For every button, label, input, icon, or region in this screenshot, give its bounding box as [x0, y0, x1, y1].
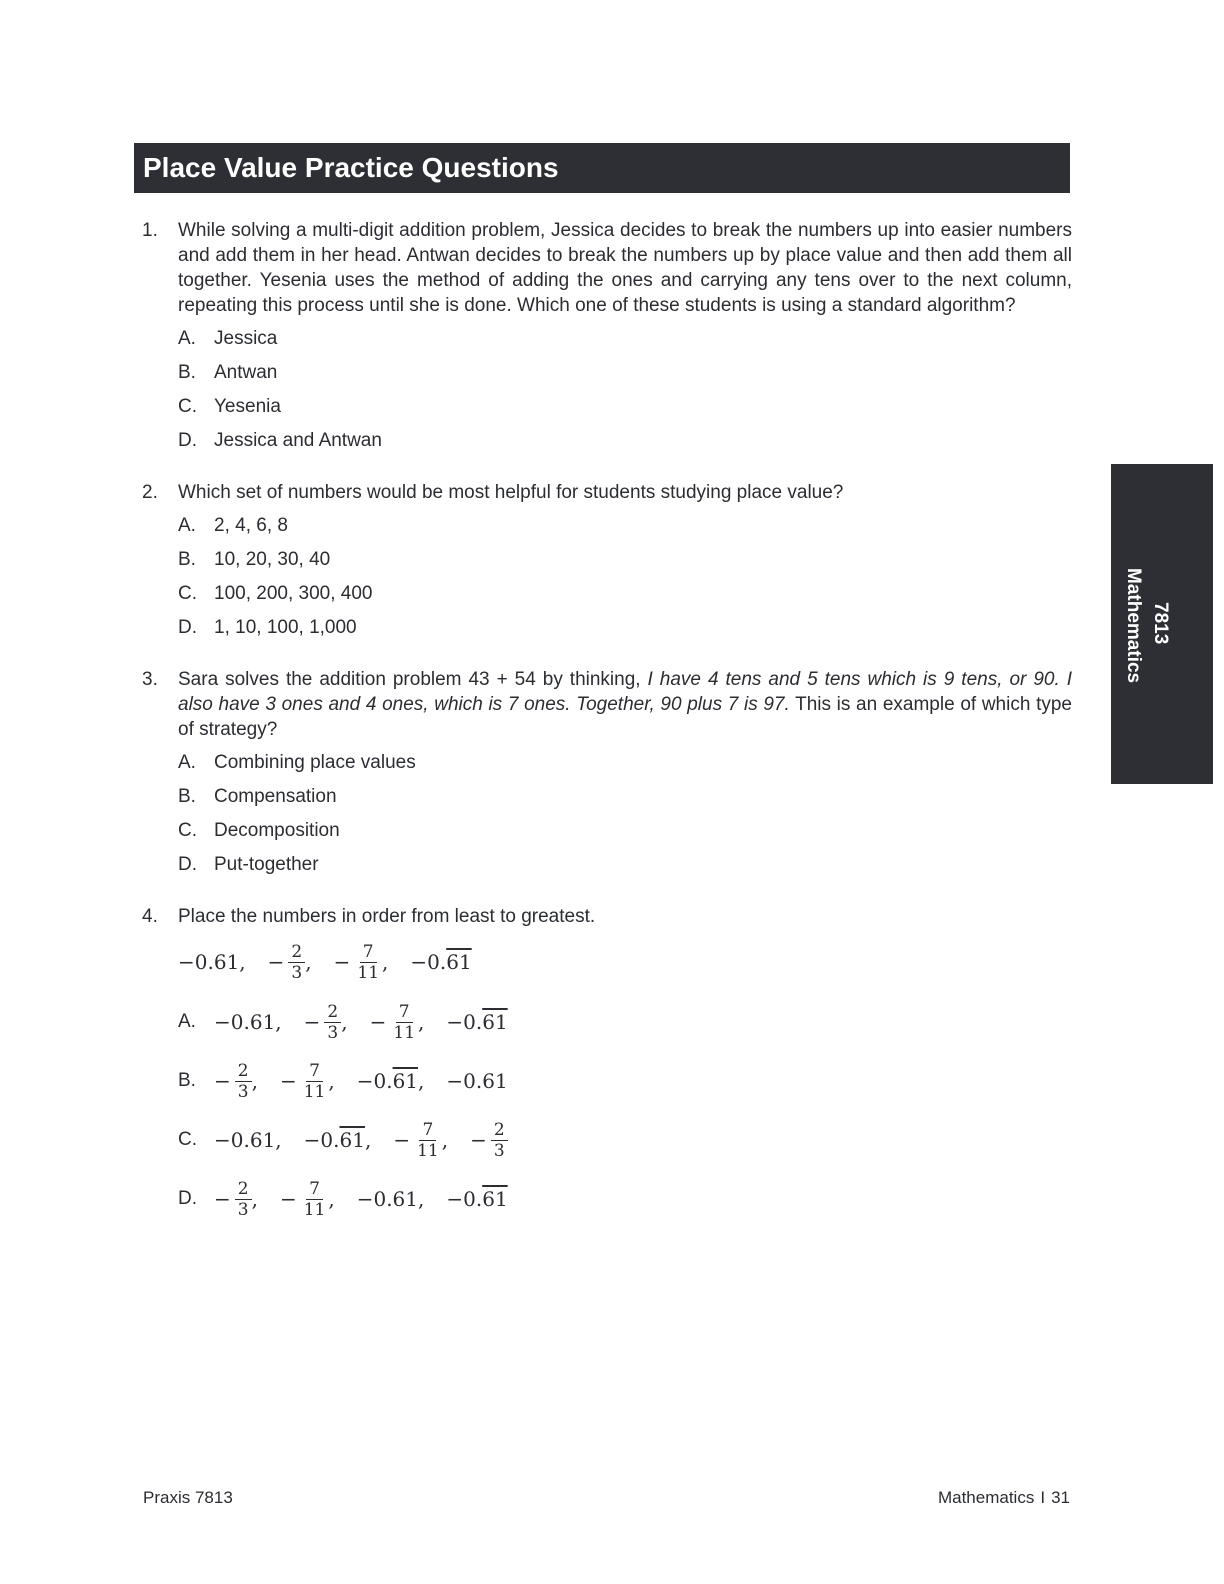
math-fraction: − $\frac{7}{11}$ , — [333, 941, 389, 983]
section-header — [134, 143, 1070, 193]
question-number: 4. — [142, 906, 158, 927]
choice-b — [178, 547, 1072, 572]
side-tab-code: 7813 — [1150, 601, 1171, 645]
math-fraction: − $\frac{7}{11}$ , — [279, 1178, 335, 1220]
choice-d — [178, 1174, 1072, 1224]
choice-c — [178, 1115, 1072, 1165]
choice-a — [178, 326, 1072, 351]
math-repeating-decimal: −0. 61 , — [356, 1069, 425, 1093]
choice-text: 100, 200, 300, 400 — [214, 583, 373, 604]
question-3 — [142, 667, 1072, 877]
math-fraction: − $\frac{2}{3}$ — [470, 1120, 508, 1161]
math-repeating-decimal: −0. 61 — [410, 950, 472, 974]
question-1 — [142, 218, 1072, 453]
choice-b — [178, 784, 1072, 809]
choice-letter: D. — [178, 1188, 197, 1209]
choice-c — [178, 818, 1072, 843]
math-fraction: − $\frac{2}{3}$ , — [214, 1178, 258, 1220]
choice-d — [178, 428, 1072, 453]
page-number: 31 — [1051, 1488, 1070, 1507]
math-fraction: − $\frac{7}{11}$ , — [369, 1001, 425, 1043]
math-decimal: −0.61, — [214, 1128, 282, 1152]
choice-letter: B. — [178, 1070, 196, 1091]
math-repeating-decimal: −0. 61 , — [303, 1128, 372, 1152]
question-text — [178, 667, 1072, 742]
footer-exam-name: Praxis 7813 — [143, 1488, 233, 1507]
choice-letter: B. — [178, 362, 196, 383]
choice-a — [178, 513, 1072, 538]
section-title: Place Value Practice Questions — [143, 152, 559, 183]
choice-text: 2, 4, 6, 8 — [214, 515, 288, 536]
choice-d — [178, 852, 1072, 877]
choice-letter: A. — [178, 515, 196, 536]
choice-a — [178, 997, 1072, 1047]
footer-page-info — [938, 1488, 1070, 1508]
side-tab-label — [1114, 568, 1174, 684]
question-text: While solving a multi-digit addition problem, Jessica decides to break the numbers up into easier numbers and add them in her head. Antwan decides to break the numbers up by place value and then add them all together. Yesenia uses the method of adding the ones and carrying any tens over to the next column, repeating this process until she is done. Which one of these students is using a standard algorithm? — [178, 220, 1072, 316]
choice-letter: A. — [178, 752, 196, 773]
math-decimal: −0.61, — [356, 1187, 425, 1211]
choice-d — [178, 615, 1072, 640]
math-fraction: − $\frac{7}{11}$ , — [393, 1119, 449, 1161]
choice-text: 10, 20, 30, 40 — [214, 549, 331, 570]
question-text-italic: I have 4 tens and 5 tens which is 9 tens, or 90. I also have 3 ones and 4 ones, which is 7 ones. Together, 90 plus 7 is 97. — [178, 669, 1072, 715]
choice-letter: C. — [178, 396, 197, 417]
math-fraction: − $\frac{2}{3}$ , — [303, 1001, 348, 1043]
question-number: 2. — [142, 482, 158, 503]
choice-text: 1, 10, 100, 1,000 — [214, 617, 357, 638]
choice-letter: C. — [178, 820, 197, 841]
question-text-end: This is an example of which type of strategy? — [178, 694, 1072, 740]
side-tab-subject: Mathematics — [1123, 568, 1144, 684]
math-decimal: −0.61, — [178, 950, 246, 974]
footer-subject: Mathematics — [937, 1488, 1035, 1507]
choice-letter: A. — [178, 1011, 196, 1032]
math-fraction: − $\frac{7}{11}$ , — [279, 1060, 335, 1102]
choice-list — [178, 513, 1072, 640]
choice-letter: B. — [178, 549, 196, 570]
choice-text: Jessica — [214, 328, 278, 349]
choice-letter: D. — [178, 430, 197, 451]
math-decimal: −0.61, — [214, 1010, 282, 1034]
question-number: 3. — [142, 669, 158, 690]
choice-list — [178, 326, 1072, 453]
choice-a — [178, 750, 1072, 775]
choice-c — [178, 394, 1072, 419]
choice-text: Yesenia — [214, 396, 281, 417]
question-2 — [142, 480, 1072, 640]
choice-text: Combining place values — [214, 752, 416, 773]
math-fraction: − $\frac{2}{3}$ , — [267, 941, 312, 983]
choice-list — [178, 750, 1072, 877]
choice-text: Antwan — [214, 362, 278, 383]
question-text: Place the numbers in order from least to greatest. — [178, 906, 596, 927]
choice-letter: C. — [178, 583, 197, 604]
question-number: 1. — [142, 220, 158, 241]
choice-letter: D. — [178, 854, 197, 875]
math-repeating-decimal: −0. 61 — [446, 1187, 508, 1211]
choice-letter: B. — [178, 786, 196, 807]
choice-text: Decomposition — [214, 820, 340, 841]
choice-letter: A. — [178, 328, 196, 349]
choice-text: Jessica and Antwan — [214, 430, 382, 451]
footer-separator: I — [1040, 1488, 1046, 1507]
choice-b — [178, 360, 1072, 385]
choice-text: Compensation — [214, 786, 337, 807]
questions-list — [142, 218, 1072, 1251]
choice-letter: C. — [178, 1129, 197, 1150]
question-text: Which set of numbers would be most helpful for students studying place value? — [178, 482, 844, 503]
math-prompt — [178, 937, 1072, 987]
choice-text: Put-together — [214, 854, 319, 875]
choice-letter: D. — [178, 617, 197, 638]
question-text-start: Sara solves the addition problem 43 + 54 by thinking, — [178, 669, 648, 690]
math-fraction: − $\frac{2}{3}$ , — [214, 1060, 258, 1102]
choice-b — [178, 1056, 1072, 1106]
math-repeating-decimal: −0. 61 — [446, 1010, 508, 1034]
choice-c — [178, 581, 1072, 606]
question-4 — [142, 904, 1072, 1224]
math-decimal: −0.61 — [446, 1069, 508, 1093]
